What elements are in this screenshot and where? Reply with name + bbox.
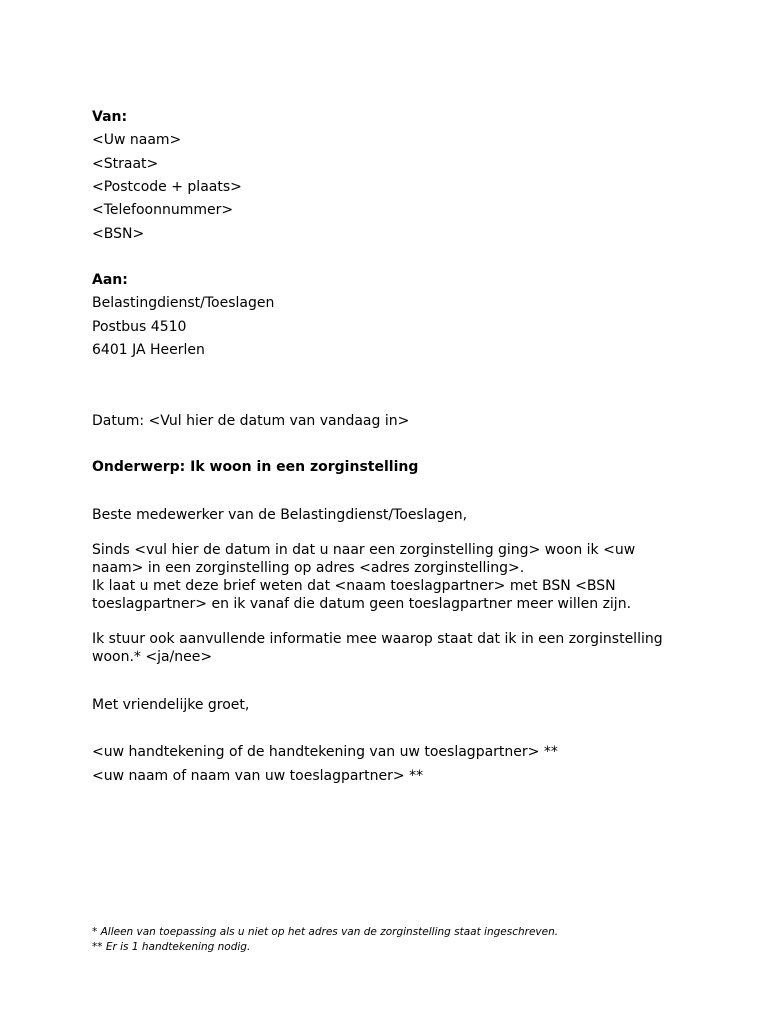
recipient-organisation: Belastingdienst/Toeslagen: [92, 295, 275, 311]
recipient-city: 6401 JA Heerlen: [92, 342, 205, 358]
date-line: Datum: <Vul hier de datum van vandaag in>: [92, 413, 410, 429]
signature-line: <uw handtekening of de handtekening van uw toeslagpartner> **: [92, 744, 558, 760]
body-paragraph-2-line: woon.* <ja/nee>: [92, 649, 213, 665]
closing: Met vriendelijke groet,: [92, 697, 250, 713]
signature-name-line: <uw naam of naam van uw toeslagpartner> **: [92, 768, 424, 784]
body-paragraph-1-line: naam> in een zorginstelling op adres <adres zorginstelling>.: [92, 560, 525, 576]
body-paragraph-2: [92, 630, 692, 666]
sender-postcode-city: <Postcode + plaats>: [92, 179, 242, 195]
subject-line: Onderwerp: Ik woon in een zorginstelling: [92, 459, 419, 475]
body-paragraph-2-line: Ik stuur ook aanvullende informatie mee waarop staat dat ik in een zorginstelling: [92, 631, 663, 647]
salutation: Beste medewerker van de Belastingdienst/Toeslagen,: [92, 507, 468, 523]
footnote-1: * Alleen van toepassing als u niet op het adres van de zorginstelling staat ingeschreven.: [92, 926, 559, 938]
body-paragraph-1-line: Sinds <vul hier de datum in dat u naar een zorginstelling ging> woon ik <uw: [92, 542, 636, 558]
sender-name: <Uw naam>: [92, 132, 182, 148]
sender-street: <Straat>: [92, 156, 159, 172]
sender-phone: <Telefoonnummer>: [92, 202, 234, 218]
footnote-2: ** Er is 1 handtekening nodig.: [92, 941, 251, 953]
body-paragraph-1-line: Ik laat u met deze brief weten dat <naam toeslagpartner> met BSN <BSN: [92, 578, 616, 594]
sender-bsn: <BSN>: [92, 226, 145, 242]
body-paragraph-1: [92, 541, 692, 613]
sender-heading: Van:: [92, 109, 128, 125]
recipient-postbox: Postbus 4510: [92, 319, 187, 335]
body-paragraph-1-line: toeslagpartner> en ik vanaf die datum geen toeslagpartner meer willen zijn.: [92, 596, 632, 612]
recipient-heading: Aan:: [92, 272, 128, 288]
